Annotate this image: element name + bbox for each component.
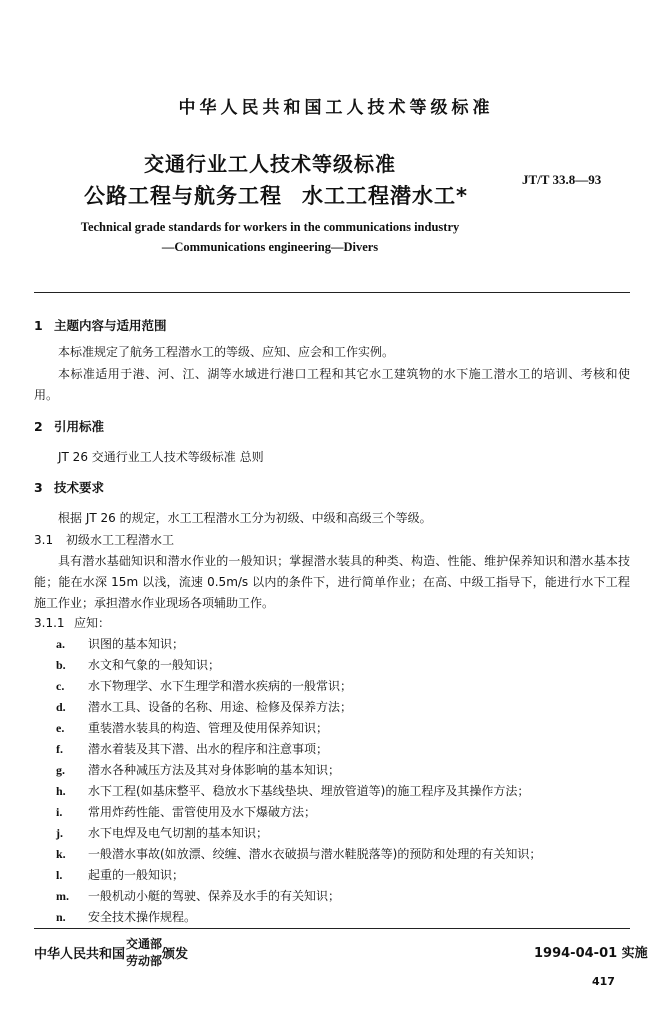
list-item-text: 水文和气象的一般知识； <box>88 658 221 672</box>
list-item-text: 一般机动小艇的驾驶、保养及水手的有关知识； <box>88 889 341 903</box>
list-item <box>56 866 184 883</box>
top-divider <box>34 292 630 293</box>
list-item <box>56 803 316 820</box>
list-item-text: 常用炸药性能、雷管使用及水下爆破方法； <box>88 805 317 819</box>
list-item <box>56 719 328 736</box>
list-item-text: 一般潜水事故(如放漂、绞缠、潜水衣破损与潜水鞋脱落等)的预防和处理的有关知识； <box>88 847 542 861</box>
list-item <box>56 824 268 841</box>
section-3-heading <box>34 478 104 496</box>
subsection-3-1-title: 初级水工工程潜水工 <box>66 533 175 547</box>
list-item-text: 潜水工具、设备的名称、用途、检修及保养方法； <box>88 700 353 714</box>
list-item-key: f. <box>56 742 63 756</box>
title-line-1: 交通行业工人技术等级标准 <box>144 152 396 176</box>
list-item <box>56 698 352 715</box>
subsection-3-1-heading <box>34 531 174 548</box>
list-item-key: d. <box>56 700 66 714</box>
issuer-dept-transport: 交通部 <box>126 937 163 951</box>
english-title-line-2: —Communications engineering—Divers <box>161 240 379 254</box>
list-item <box>56 761 340 778</box>
section-3-number: 3 <box>34 480 43 495</box>
list-item-key: i. <box>56 805 63 819</box>
list-item-key: c. <box>56 679 65 693</box>
section-2-reference: JT 26 交通行业工人技术等级标准 总则 <box>58 450 264 464</box>
list-item-key: g. <box>56 763 65 777</box>
section-1-heading <box>34 316 167 334</box>
list-item <box>56 782 529 799</box>
list-item-key: a. <box>56 637 65 651</box>
section-1-para-2: 本标准适用于港、河、江、湖等水域进行港口工程和其它水工建筑物的水下施工潜水工的培训、考核和使用。 <box>34 367 630 402</box>
list-item-text: 水下电焊及电气切割的基本知识； <box>88 826 269 840</box>
subsection-3-1-number: 3.1 <box>34 533 54 547</box>
subsection-3-1-1-title: 应知： <box>74 616 111 630</box>
list-item-key: e. <box>56 721 65 735</box>
list-item-key: h. <box>56 784 66 798</box>
list-item-text: 重装潜水装具的构造、管理及使用保养知识； <box>88 721 329 735</box>
title-line-2 <box>84 180 468 210</box>
section-1-title: 主题内容与适用范围 <box>54 318 167 333</box>
issuer-country: 中华人民共和国 <box>34 947 126 962</box>
page-number: 417 <box>592 975 615 988</box>
issuer-dept-labour: 劳动部 <box>126 954 163 968</box>
list-item-key: m. <box>56 889 69 903</box>
section-2-number: 2 <box>34 419 43 434</box>
list-item-text: 潜水各种减压方法及其对身体影响的基本知识； <box>88 763 341 777</box>
section-3-para: 根据 JT 26 的规定，水工工程潜水工分为初级、中级和高级三个等级。 <box>58 511 432 525</box>
list-item-key: n. <box>56 910 66 924</box>
title-line-2-part-1: 公路工程与航务工程 <box>84 184 282 208</box>
title-line-2-part-2: 水工工程潜水工* <box>302 184 468 208</box>
list-item-text: 水下工程(如基床整平、稳放水下基线垫块、埋放管道等)的施工程序及其操作方法； <box>88 784 530 798</box>
standard-series-header: 中华人民共和国工人技术等级标准 <box>178 98 494 118</box>
list-item-key: l. <box>56 868 63 882</box>
list-item-text: 起重的一般知识； <box>88 868 185 882</box>
list-item-text: 水下物理学、水下生理学和潜水疾病的一般常识； <box>88 679 353 693</box>
section-1-number: 1 <box>34 318 43 333</box>
issue-label: 颁发 <box>162 947 189 962</box>
list-item <box>56 845 541 862</box>
list-item-text: 潜水着装及其下潜、出水的程序和注意事项； <box>88 742 329 756</box>
section-3-title: 技术要求 <box>54 480 105 495</box>
english-title-line-1: Technical grade standards for workers in the communications industry <box>80 220 460 234</box>
list-item <box>56 677 352 694</box>
implementation-date: 1994-04-01 实施 <box>534 946 648 961</box>
list-item <box>56 740 328 757</box>
section-2-title: 引用标准 <box>54 419 105 434</box>
list-item-key: j. <box>56 826 63 840</box>
standard-code: JT/T 33.8—93 <box>522 172 602 187</box>
section-2-heading <box>34 417 104 435</box>
list-item <box>56 635 184 652</box>
bottom-divider <box>34 928 630 929</box>
list-item-key: k. <box>56 847 66 861</box>
subsection-3-1-1-heading <box>34 614 110 631</box>
list-item <box>56 908 196 925</box>
list-item <box>56 656 220 673</box>
list-item-key: b. <box>56 658 66 672</box>
subsection-3-1-para: 具有潜水基础知识和潜水作业的一般知识；掌握潜水装具的种类、构造、性能、维护保养知识和潜水基本技能；能在水深 15m 以浅，流速 0.5m/s 以内的条件下，进行简单作业；在高、中级工指导下，能进行水下工程施工作业；承担潜水作业现场各项辅助工作。 <box>34 554 630 610</box>
list-item-text: 识图的基本知识； <box>88 637 185 651</box>
list-item-text: 安全技术操作规程。 <box>88 910 197 924</box>
subsection-3-1-1-number: 3.1.1 <box>34 616 65 630</box>
section-1-para-1: 本标准规定了航务工程潜水工的等级、应知、应会和工作实例。 <box>58 345 395 359</box>
list-item <box>56 887 340 904</box>
